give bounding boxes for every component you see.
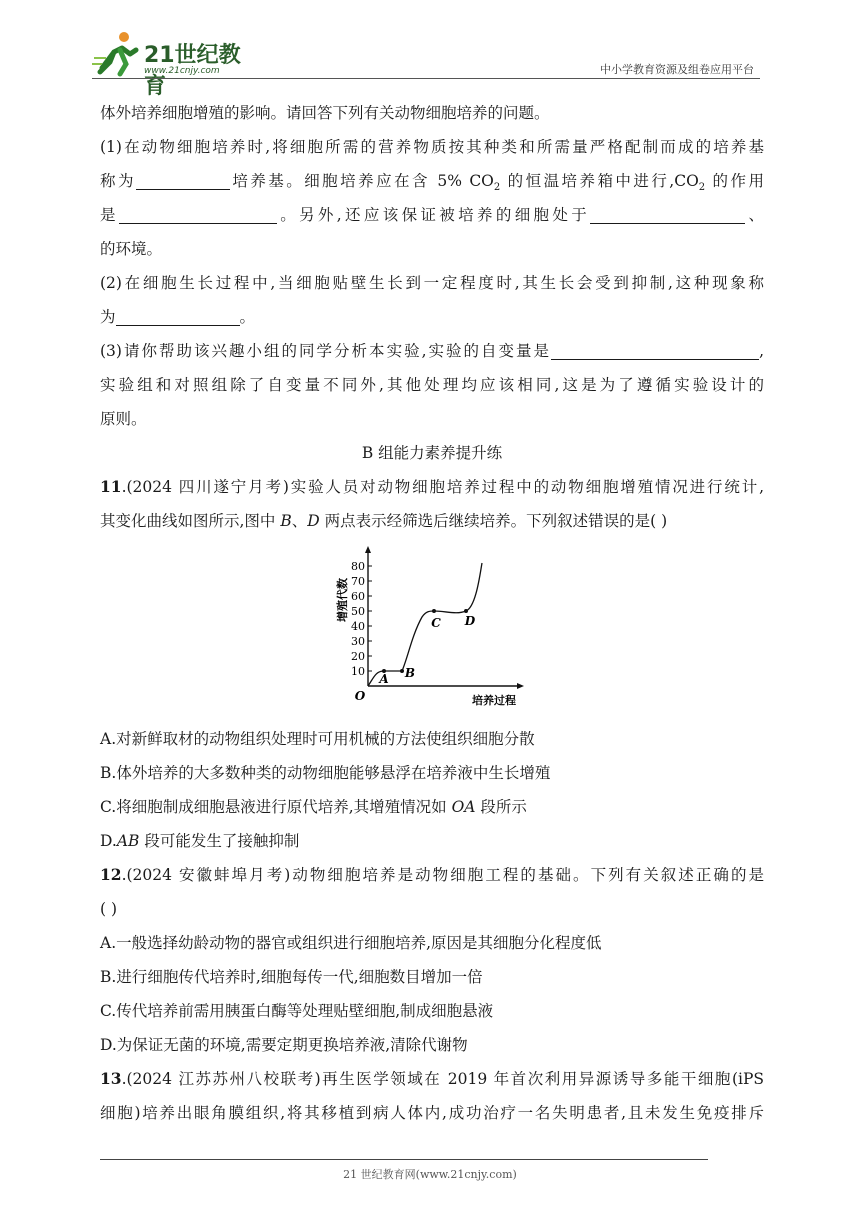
answer-blank[interactable] bbox=[119, 205, 277, 224]
header-divider bbox=[92, 78, 760, 79]
question-1-line: 是 。另外,还应该保证被培养的细胞处于 、 bbox=[100, 206, 764, 224]
point-label-a: A bbox=[379, 672, 389, 686]
y-tick-label: 10 bbox=[351, 665, 365, 678]
y-ticks bbox=[351, 560, 372, 678]
question-12-stem: 12.(2024 安徽蚌埠月考)动物细胞培养是动物细胞工程的基础。下列有关叙述正确的是 bbox=[100, 865, 764, 884]
platform-name: 中小学教育资源及组卷应用平台 bbox=[600, 63, 754, 76]
section-title: B 组能力素养提升练 bbox=[361, 444, 503, 462]
cell-proliferation-chart bbox=[330, 540, 530, 712]
option-c[interactable]: C.传代培养前需用胰蛋白酶等处理贴壁细胞,制成细胞悬液 bbox=[100, 1002, 494, 1020]
question-3-line: 实验组和对照组除了自变量不同外,其他处理均应该相同,这是为了遵循实验设计的 bbox=[100, 376, 764, 394]
page-header bbox=[92, 28, 760, 99]
runner-logo-icon bbox=[92, 28, 142, 78]
question-2-line: 为 。 bbox=[100, 308, 256, 326]
y-tick-label: 70 bbox=[351, 575, 365, 588]
option-d[interactable]: D.为保证无菌的环境,需要定期更换培养液,清除代谢物 bbox=[100, 1036, 468, 1054]
y-tick-label: 20 bbox=[351, 650, 365, 663]
answer-blank[interactable] bbox=[116, 307, 240, 326]
footer-divider bbox=[100, 1159, 708, 1160]
question-1-line: 称为 培养基。细胞培养应在含 5% $CO_2$ 的恒温培养箱中进行$,CO_2$ 的作用 bbox=[100, 172, 764, 194]
question-3-line: 原则。 bbox=[100, 410, 147, 428]
question-1-line: 的环境。 bbox=[100, 240, 163, 258]
question-13-stem: 细胞)培养出眼角膜组织,将其移植到病人体内,成功治疗一名失明患者,且未发生免疫排斥 bbox=[100, 1104, 764, 1122]
answer-blank[interactable] bbox=[136, 171, 230, 190]
point-c bbox=[432, 609, 436, 613]
option-d[interactable]: D.AB 段可能发生了接触抑制 bbox=[100, 832, 300, 850]
brand-name: 21世纪教育 bbox=[144, 43, 241, 99]
text-line: 体外培养细胞增殖的影响。请回答下列有关动物细胞培养的问题。 bbox=[100, 104, 550, 122]
question-3-line: (3)请你帮助该兴趣小组的同学分析本实验,实验的自变量是 , bbox=[100, 342, 764, 360]
question-1-line: (1)在动物细胞培养时,将细胞所需的营养物质按其种类和所需量严格配制而成的培养基 bbox=[100, 138, 764, 156]
y-tick-label: 60 bbox=[351, 590, 365, 603]
brand-url: www.21cnjy.com bbox=[144, 66, 220, 76]
question-11-stem: 11.(2024 四川遂宁月考)实验人员对动物细胞培养过程中的动物细胞增殖情况进行统计, bbox=[100, 477, 764, 496]
page-footer: 21 世纪教育网(www.21cnjy.com) bbox=[343, 1168, 517, 1181]
option-a[interactable]: A.一般选择幼龄动物的器官或组织进行细胞培养,原因是其细胞分化程度低 bbox=[100, 934, 602, 952]
option-c[interactable]: C.将细胞制成细胞悬液进行原代培养,其增殖情况如 OA 段所示 bbox=[100, 798, 527, 816]
data-points bbox=[378, 609, 475, 686]
y-tick-label: 40 bbox=[351, 620, 365, 633]
question-11-stem: 其变化曲线如图所示,图中 B、D 两点表示经筛选后继续培养。下列叙述错误的是( ) bbox=[100, 512, 668, 530]
point-label-d: D bbox=[464, 614, 476, 628]
point-label-c: C bbox=[431, 616, 441, 630]
y-tick-label: 30 bbox=[351, 635, 365, 648]
question-12-stem: ( ) bbox=[100, 900, 118, 918]
answer-blank[interactable] bbox=[590, 205, 745, 224]
origin-label: O bbox=[354, 689, 366, 703]
point-b bbox=[400, 669, 404, 673]
option-a[interactable]: A.对新鲜取材的动物组织处理时可用机械的方法使组织细胞分散 bbox=[100, 730, 535, 748]
question-13-stem: 13.(2024 江苏苏州八校联考)再生医学领域在 2019 年首次利用异源诱导多能干细胞(iPS bbox=[100, 1069, 764, 1088]
chart-axes bbox=[365, 546, 524, 689]
option-b[interactable]: B.体外培养的大多数种类的动物细胞能够悬浮在培养液中生长增殖 bbox=[100, 764, 551, 782]
point-d bbox=[464, 609, 468, 613]
y-tick-label: 80 bbox=[351, 560, 365, 573]
point-label-b: B bbox=[404, 666, 416, 680]
y-axis-label: 增殖代数 bbox=[336, 578, 349, 622]
x-axis-label: 培养过程 bbox=[472, 694, 516, 707]
brand-logo bbox=[92, 28, 262, 99]
question-2-line: (2)在细胞生长过程中,当细胞贴壁生长到一定程度时,其生长会受到抑制,这种现象称 bbox=[100, 274, 764, 292]
y-tick-label: 50 bbox=[351, 605, 365, 618]
option-b[interactable]: B.进行细胞传代培养时,细胞每传一代,细胞数目增加一倍 bbox=[100, 968, 483, 986]
answer-blank[interactable] bbox=[551, 341, 759, 360]
